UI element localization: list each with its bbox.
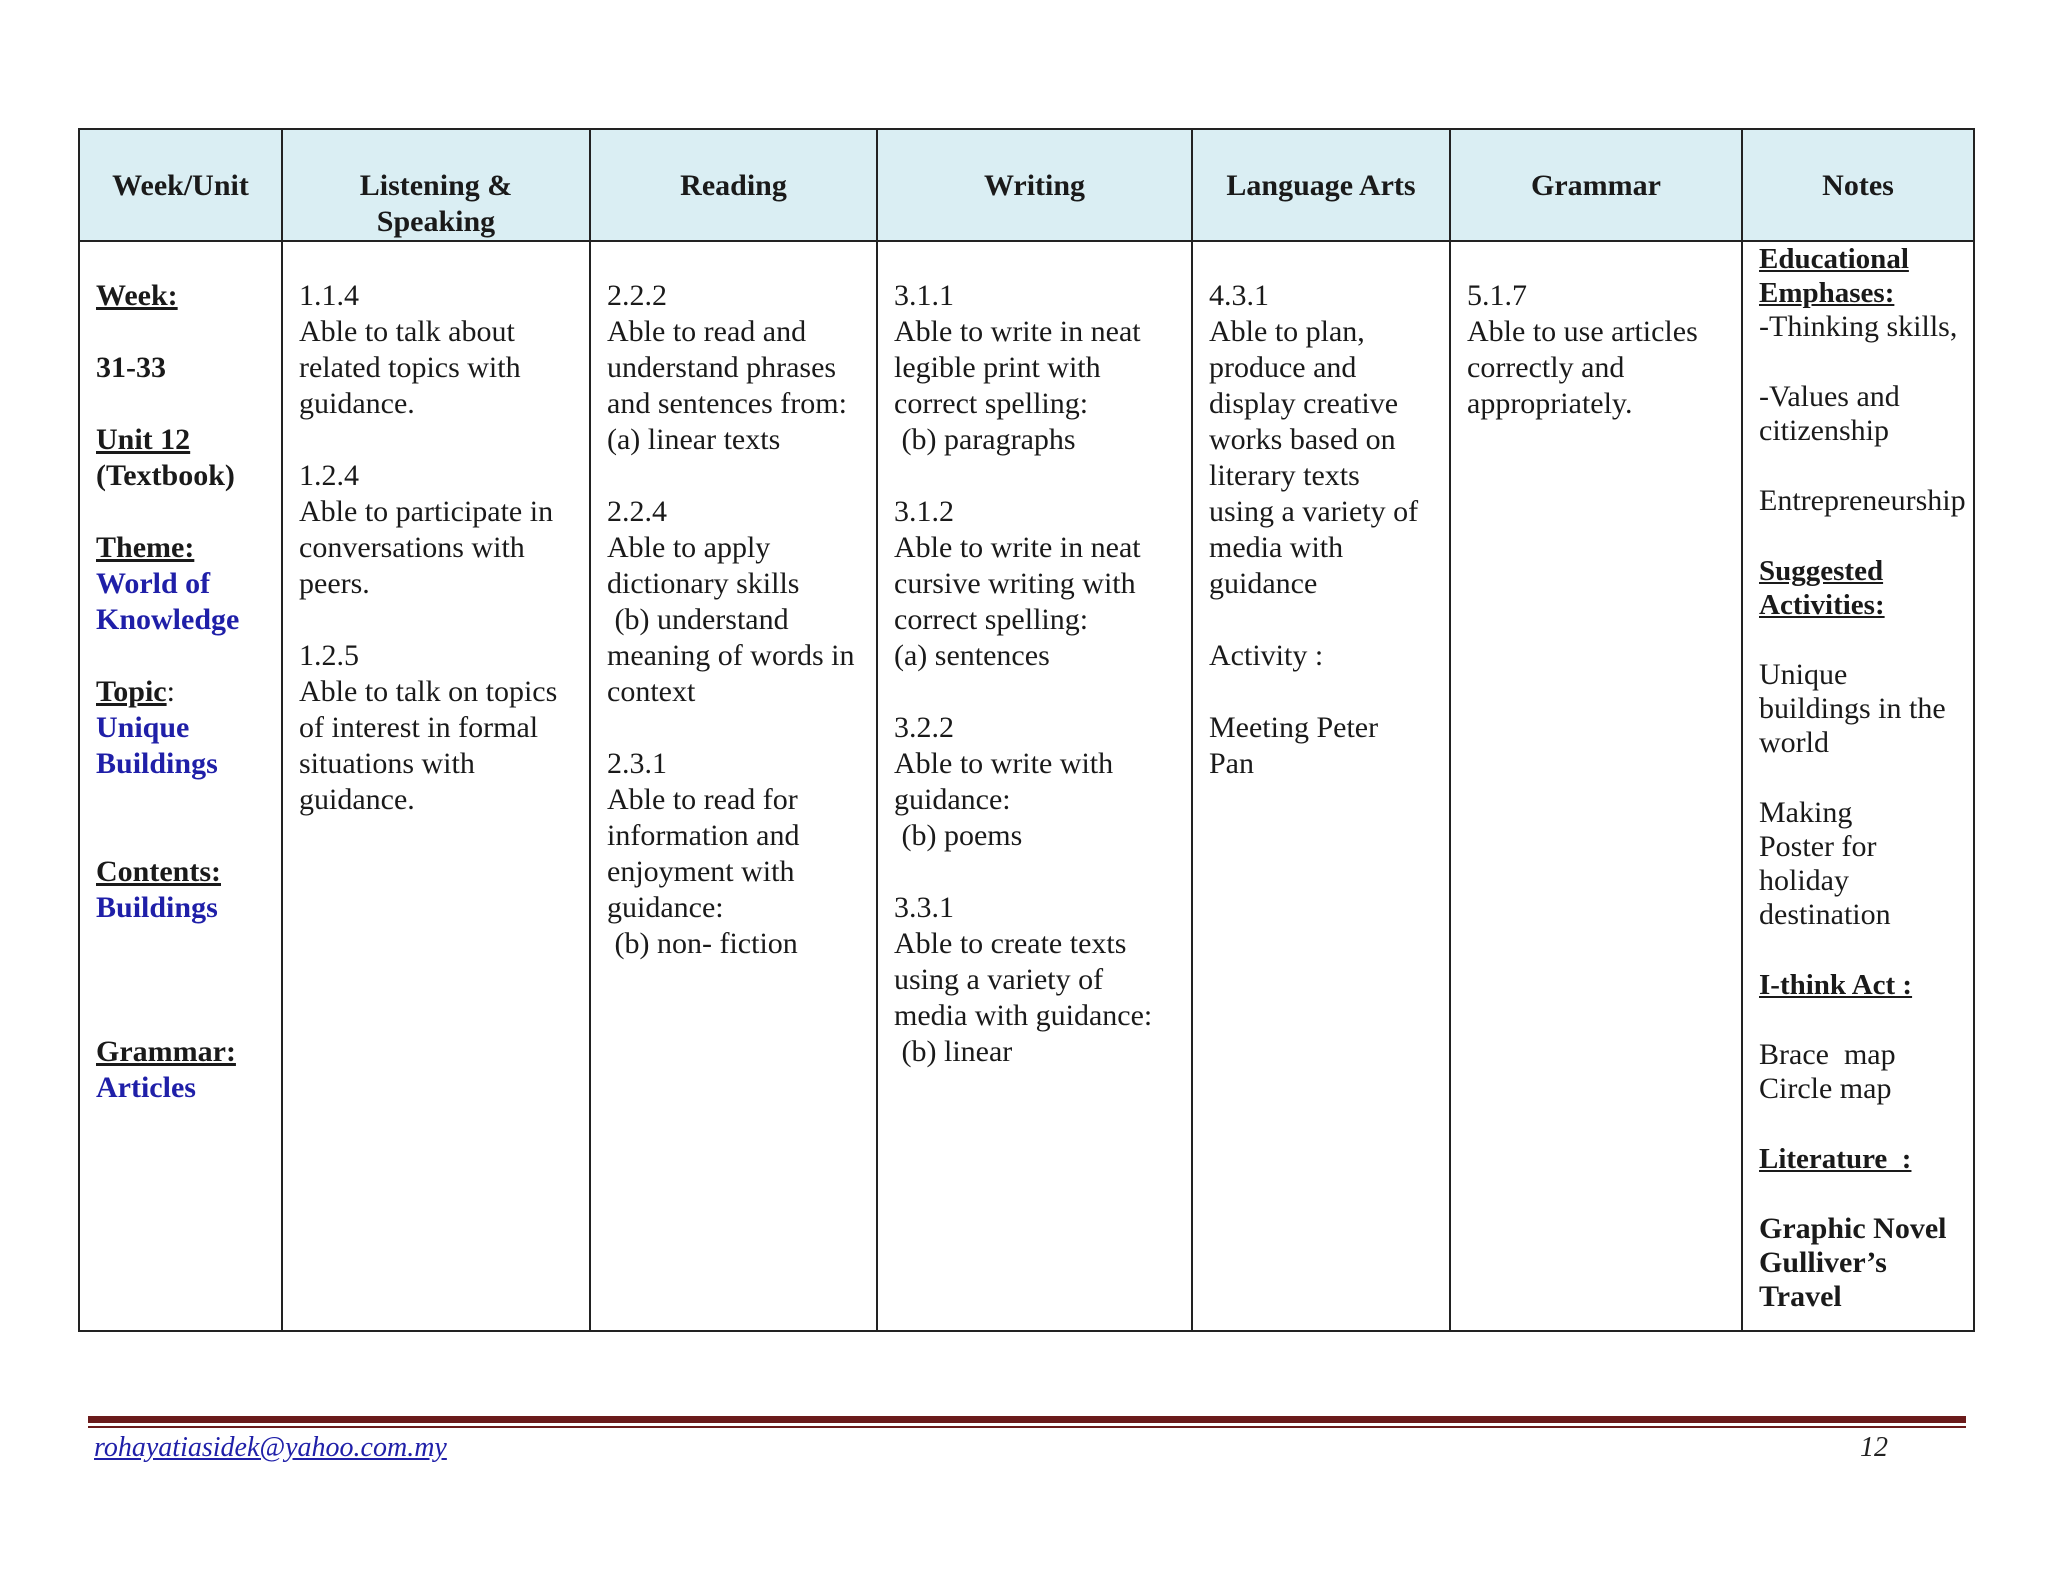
grammar-line: Able to use articles (1467, 315, 1698, 348)
writing-line: (a) sentences (894, 639, 1050, 672)
writing-line: (b) linear (894, 1035, 1013, 1068)
theme-label: Theme: (96, 531, 195, 564)
listening-lines (299, 278, 575, 818)
cell-writing (877, 241, 1192, 1331)
activity-destination: destination (1759, 898, 1891, 931)
reading-line: (b) non- fiction (607, 927, 798, 960)
language-arts-line: Meeting Peter (1209, 711, 1379, 744)
scheme-of-work-table (78, 128, 1975, 1332)
literature-gullivers: Gulliver’s (1759, 1246, 1887, 1279)
suggested-activities-heading-2: Activities: (1759, 589, 1885, 621)
writing-line: Able to write in neat (894, 315, 1141, 348)
writing-line: legible print with (894, 351, 1101, 384)
writing-line: 3.2.2 (894, 711, 954, 744)
listening-line: peers. (299, 567, 370, 600)
ithink-circle-map: Circle map (1759, 1072, 1892, 1105)
educational-emphases-heading-2: Emphases: (1759, 277, 1895, 309)
language-arts-line: display creative (1209, 387, 1399, 420)
language-arts-line: using a variety of (1209, 495, 1419, 528)
reading-line: understand phrases (607, 351, 837, 384)
topic-label: Topic (96, 675, 167, 708)
activity-holiday: holiday (1759, 864, 1849, 897)
writing-line: Able to write with (894, 747, 1114, 780)
literature-travel: Travel (1759, 1280, 1842, 1313)
listening-line: 1.2.4 (299, 459, 359, 492)
writing-line: using a variety of (894, 963, 1104, 996)
language-arts-line: Pan (1209, 747, 1254, 780)
reading-line: 2.2.4 (607, 495, 667, 528)
cell-language-arts (1192, 241, 1450, 1331)
listening-line (299, 422, 575, 458)
writing-line: 3.3.1 (894, 891, 954, 924)
reading-line: Able to read and (607, 315, 807, 348)
reading-line: enjoyment with (607, 855, 795, 888)
writing-line (894, 458, 1177, 494)
reading-line: dictionary skills (607, 567, 800, 600)
footer-page-number: 12 (1860, 1432, 1888, 1463)
cell-listening-speaking (282, 241, 590, 1331)
week-value: 31-33 (96, 351, 166, 384)
grammar-line: 5.1.7 (1467, 279, 1527, 312)
cell-grammar (1450, 241, 1742, 1331)
unit-label: Unit 12 (96, 423, 191, 456)
language-arts-line: 4.3.1 (1209, 279, 1269, 312)
language-arts-line: works based on (1209, 423, 1396, 456)
writing-line: correct spelling: (894, 603, 1089, 636)
listening-line: 1.2.5 (299, 639, 359, 672)
writing-line: Able to create texts (894, 927, 1127, 960)
language-arts-line: media with (1209, 531, 1344, 564)
writing-line (894, 854, 1177, 890)
listening-line: guidance. (299, 387, 415, 420)
reading-line: (a) linear texts (607, 423, 781, 456)
listening-line: related topics with (299, 351, 521, 384)
language-arts-lines (1209, 278, 1435, 782)
header-reading: Reading (590, 129, 877, 241)
theme-value-1: World of (96, 567, 211, 600)
activity-making: Making (1759, 796, 1853, 829)
emphasis-thinking-skills: -Thinking skills, (1759, 310, 1958, 343)
activity-poster: Poster for (1759, 830, 1877, 863)
reading-lines (607, 278, 862, 962)
emphasis-citizenship: citizenship (1759, 414, 1889, 447)
reading-line: information and (607, 819, 800, 852)
writing-line: media with guidance: (894, 999, 1153, 1032)
header-grammar: Grammar (1450, 129, 1742, 241)
topic-value-1: Unique (96, 711, 190, 744)
writing-line: correct spelling: (894, 387, 1089, 420)
writing-line: 3.1.1 (894, 279, 954, 312)
language-arts-line (1209, 674, 1435, 710)
week-label: Week: (96, 279, 178, 312)
listening-line (299, 602, 575, 638)
grammar-line: appropriately. (1467, 387, 1633, 420)
listening-line: Able to talk about (299, 315, 515, 348)
writing-line: 3.1.2 (894, 495, 954, 528)
theme-value-2: Knowledge (96, 603, 240, 636)
grammar-lines (1467, 278, 1727, 422)
header-listening-speaking: Listening & Speaking (282, 129, 590, 241)
language-arts-line: Activity : (1209, 639, 1324, 672)
listening-line: situations with (299, 747, 475, 780)
listening-line: 1.1.4 (299, 279, 359, 312)
table-header-row (79, 129, 1974, 241)
cell-week-unit (79, 241, 282, 1331)
educational-emphases-heading-1: Educational (1759, 243, 1909, 275)
writing-line: (b) paragraphs (894, 423, 1076, 456)
listening-line: guidance. (299, 783, 415, 816)
reading-line: context (607, 675, 696, 708)
reading-line: 2.3.1 (607, 747, 667, 780)
activity-buildings: buildings in the (1759, 692, 1946, 725)
reading-line (607, 458, 862, 494)
writing-lines (894, 278, 1177, 1070)
footer-divider (88, 1416, 1966, 1428)
header-week-unit: Week/Unit (79, 129, 282, 241)
topic-value-2: Buildings (96, 747, 218, 780)
language-arts-line: literary texts (1209, 459, 1360, 492)
listening-line: Able to talk on topics (299, 675, 558, 708)
reading-line: 2.2.2 (607, 279, 667, 312)
cell-notes (1742, 241, 1974, 1331)
writing-line (894, 674, 1177, 710)
reading-line: Able to apply (607, 531, 771, 564)
language-arts-line: guidance (1209, 567, 1318, 600)
ithink-brace-map: Brace map (1759, 1038, 1896, 1071)
table-row (79, 241, 1974, 1331)
reading-line: guidance: (607, 891, 724, 924)
language-arts-line: produce and (1209, 351, 1357, 384)
activity-unique: Unique (1759, 658, 1848, 691)
contents-label: Contents: (96, 855, 221, 888)
writing-line: cursive writing with (894, 567, 1136, 600)
writing-line: guidance: (894, 783, 1011, 816)
language-arts-line: Able to plan, (1209, 315, 1365, 348)
listening-line: conversations with (299, 531, 525, 564)
literature-graphic-novel: Graphic Novel (1759, 1212, 1947, 1245)
suggested-activities-heading-1: Suggested (1759, 555, 1884, 587)
reading-line (607, 710, 862, 746)
reading-line: and sentences from: (607, 387, 847, 420)
unit-sub: (Textbook) (96, 459, 235, 492)
emphasis-values: -Values and (1759, 380, 1900, 413)
reading-line: meaning of words in (607, 639, 855, 672)
contents-value: Buildings (96, 891, 218, 924)
reading-line: (b) understand (607, 603, 789, 636)
topic-line (96, 674, 267, 710)
writing-line: Able to write in neat (894, 531, 1141, 564)
header-notes: Notes (1742, 129, 1974, 241)
header-writing: Writing (877, 129, 1192, 241)
topic-colon: : (166, 675, 175, 708)
header-language-arts: Language Arts (1192, 129, 1450, 241)
cell-reading (590, 241, 877, 1331)
grammar-value: Articles (96, 1071, 196, 1104)
reading-line: Able to read for (607, 783, 798, 816)
emphasis-entrepreneurship: Entrepreneurship (1759, 484, 1966, 517)
grammar-label: Grammar: (96, 1035, 236, 1068)
writing-line: (b) poems (894, 819, 1023, 852)
footer-email-link[interactable]: rohayatiasidek@yahoo.com.my (94, 1432, 447, 1463)
grammar-line: correctly and (1467, 351, 1625, 384)
ithink-heading: I-think Act : (1759, 969, 1913, 1001)
listening-line: Able to participate in (299, 495, 554, 528)
literature-heading: Literature : (1759, 1143, 1912, 1175)
language-arts-line (1209, 602, 1435, 638)
activity-world: world (1759, 726, 1829, 759)
listening-line: of interest in formal (299, 711, 539, 744)
